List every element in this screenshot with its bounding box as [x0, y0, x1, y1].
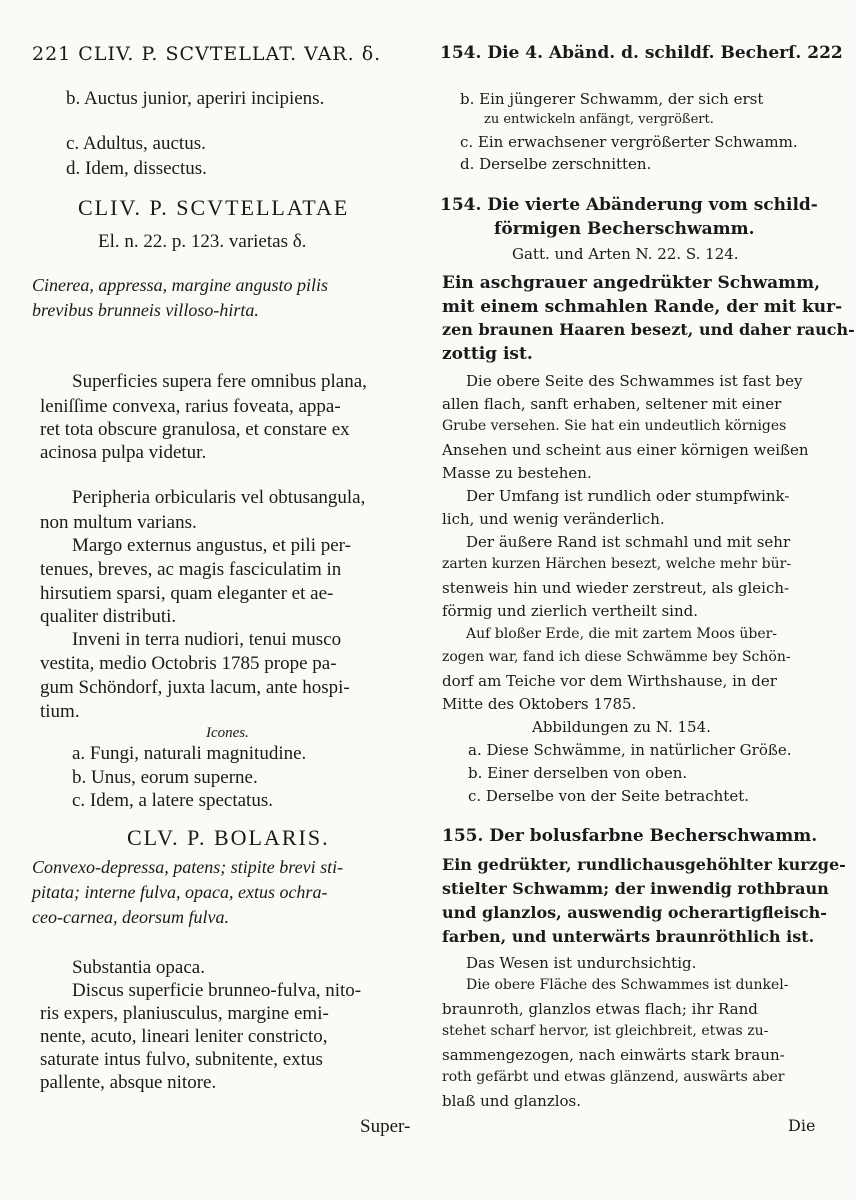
- left-line: a. Fungi, naturali magnitudine.: [72, 743, 307, 764]
- left-diagnosis-line: pitata; interne fulva, opaca, extus ochra-: [32, 882, 328, 902]
- right-line: Die obere Fläche des Schwammes ist dunkel-: [466, 977, 789, 993]
- left-line: Substantia opaca.: [72, 957, 205, 978]
- left-icones-heading: Icones.: [206, 725, 249, 741]
- right-line: c. Ein erwachsener vergrößerter Schwamm.: [460, 133, 798, 151]
- right-line: Grube versehen. Sie hat ein undeutlich körniges: [442, 418, 787, 434]
- left-line: Margo externus angustus, et pili per-: [72, 535, 351, 556]
- right-diagnosis-line: zen braunen Haaren besezt, und daher rauch-: [442, 320, 855, 339]
- left-line: saturate intus fulvo, subnitente, extus: [40, 1049, 323, 1070]
- right-figures-heading: Abbildungen zu N. 154.: [532, 718, 711, 736]
- left-line: tium.: [40, 701, 80, 722]
- right-section-title-154-cont: förmigen Becherschwamm.: [494, 219, 755, 239]
- left-running-header: 221 CLIV. P. SCVTELLAT. VAR. δ.: [32, 43, 382, 65]
- right-diagnosis-line: Ein gedrükter, rundlichausgehöhlter kurzge-: [442, 855, 846, 874]
- gutter: [424, 40, 425, 1120]
- right-line: b. Einer derselben von oben.: [468, 764, 688, 782]
- right-line: Masse zu bestehen.: [442, 464, 592, 482]
- right-diagnosis-line: zottig ist.: [442, 344, 533, 364]
- left-line: leniſſime convexa, rarius foveata, appa-: [40, 396, 341, 417]
- left-line: ris expers, planiusculus, margine emi-: [40, 1003, 329, 1024]
- left-diagnosis-line: Cinerea, appressa, margine angusto pilis: [32, 275, 328, 295]
- left-line: ret tota obscure granulosa, et constare ex: [40, 419, 350, 440]
- right-line: d. Derselbe zerschnitten.: [460, 155, 652, 173]
- left-line: qualiter distributi.: [40, 606, 177, 627]
- left-line: c. Idem, a latere spectatus.: [72, 790, 273, 811]
- left-line: d. Idem, dissectus.: [66, 158, 207, 179]
- right-line: dorf am Teiche vor dem Wirthshause, in der: [442, 672, 777, 690]
- left-diagnosis-line: ceo-carnea, deorsum fulva.: [32, 907, 229, 927]
- right-running-header: 154. Die 4. Abänd. d. schildf. Becherſ. 222: [440, 43, 843, 63]
- right-line: b. Ein jüngerer Schwamm, der sich erst: [460, 90, 764, 108]
- right-catchword: Die: [788, 1116, 816, 1135]
- right-line: Auf bloßer Erde, die mit zartem Moos über-: [466, 626, 778, 642]
- right-line: sammengezogen, nach einwärts stark braun-: [442, 1046, 785, 1064]
- left-line: acinosa pulpa videtur.: [40, 442, 207, 463]
- left-line: Inveni in terra nudiori, tenui musco: [72, 629, 342, 650]
- left-diagnosis-line: Convexo-depressa, patens; stipite brevi sti-: [32, 857, 344, 877]
- right-section-title-154: 154. Die vierte Abänderung vom schild-: [440, 195, 818, 215]
- left-line: b. Unus, eorum superne.: [72, 767, 258, 788]
- left-line: gum Schöndorf, juxta lacum, ante hospi-: [40, 677, 350, 698]
- right-page-column: [428, 0, 856, 1200]
- left-page-column: [0, 0, 420, 1200]
- left-line: tenues, breves, ac magis fasciculatim in: [40, 559, 342, 580]
- right-diagnosis-line: Ein aschgrauer angedrükter Schwamm,: [442, 273, 821, 293]
- left-line: nente, acuto, lineari leniter constricto,: [40, 1026, 328, 1047]
- right-section-title-155: 155. Der bolusfarbne Becherschwamm.: [442, 826, 818, 846]
- right-line: zu entwickeln anfängt, vergrößert.: [484, 112, 714, 127]
- right-line: c. Derselbe von der Seite betrachtet.: [468, 787, 749, 805]
- right-diagnosis-line: stielter Schwamm; der inwendig rothbraun: [442, 879, 829, 898]
- left-line: vestita, medio Octobris 1785 prope pa-: [40, 653, 337, 674]
- left-line: c. Adultus, auctus.: [66, 133, 206, 154]
- left-line: hirsutiem sparsi, quam eleganter et ae-: [40, 583, 334, 604]
- left-diagnosis-line: brevibus brunneis villoso-hirta.: [32, 300, 259, 320]
- left-line: Peripheria orbicularis vel obtusangula,: [72, 487, 366, 508]
- left-section-title-cliv: CLIV. P. SCVTELLATAE: [78, 195, 350, 220]
- left-section-title-clv: CLV. P. BOLARIS.: [127, 825, 330, 850]
- left-line: Discus superficie brunneo-fulva, nito-: [72, 980, 362, 1001]
- right-line: allen flach, sanft erhaben, seltener mit einer: [442, 395, 782, 413]
- right-line: Mitte des Oktobers 1785.: [442, 695, 637, 713]
- right-line: Das Wesen ist undurchsichtig.: [466, 954, 697, 972]
- left-line: non multum varians.: [40, 512, 197, 533]
- right-line: stehet scharf hervor, ist gleichbreit, etwas zu-: [442, 1023, 769, 1039]
- right-line: zarten kurzen Härchen besezt, welche mehr bür-: [442, 556, 792, 572]
- right-line: förmig und zierlich vertheilt sind.: [442, 602, 699, 620]
- left-catchword: Super-: [360, 1116, 411, 1137]
- right-line: Die obere Seite des Schwammes ist fast bey: [466, 372, 803, 390]
- right-line: lich, und wenig veränderlich.: [442, 510, 665, 528]
- right-diagnosis-line: und glanzlos, auswendig ocherartigfleisch-: [442, 903, 827, 922]
- right-line: roth gefärbt und etwas glänzend, auswärts aber: [442, 1069, 785, 1085]
- right-line: a. Diese Schwämme, in natürlicher Größe.: [468, 741, 792, 759]
- left-line: pallente, absque nitore.: [40, 1072, 217, 1093]
- right-line: Ansehen und scheint aus einer körnigen weißen: [442, 441, 809, 459]
- right-diagnosis-line: mit einem schmahlen Rande, der mit kur-: [442, 297, 843, 317]
- left-line: b. Auctus junior, aperiri incipiens.: [66, 88, 325, 109]
- left-line: Superficies supera fere omnibus plana,: [72, 371, 367, 392]
- right-diagnosis-line: farben, und unterwärts braunröthlich ist.: [442, 927, 815, 946]
- right-line: stenweis hin und wieder zerstreut, als gleich-: [442, 579, 790, 597]
- right-line: blaß und glanzlos.: [442, 1092, 582, 1110]
- left-reference: El. n. 22. p. 123. varietas δ.: [98, 231, 307, 252]
- right-line: Der äußere Rand ist schmahl und mit sehr: [466, 533, 791, 551]
- right-line: braunroth, glanzlos etwas flach; ihr Rand: [442, 1000, 758, 1018]
- right-line: Der Umfang ist rundlich oder stumpfwink-: [466, 487, 790, 505]
- right-line: zogen war, fand ich diese Schwämme bey Schön-: [442, 649, 791, 665]
- right-reference: Gatt. und Arten N. 22. S. 124.: [512, 245, 739, 263]
